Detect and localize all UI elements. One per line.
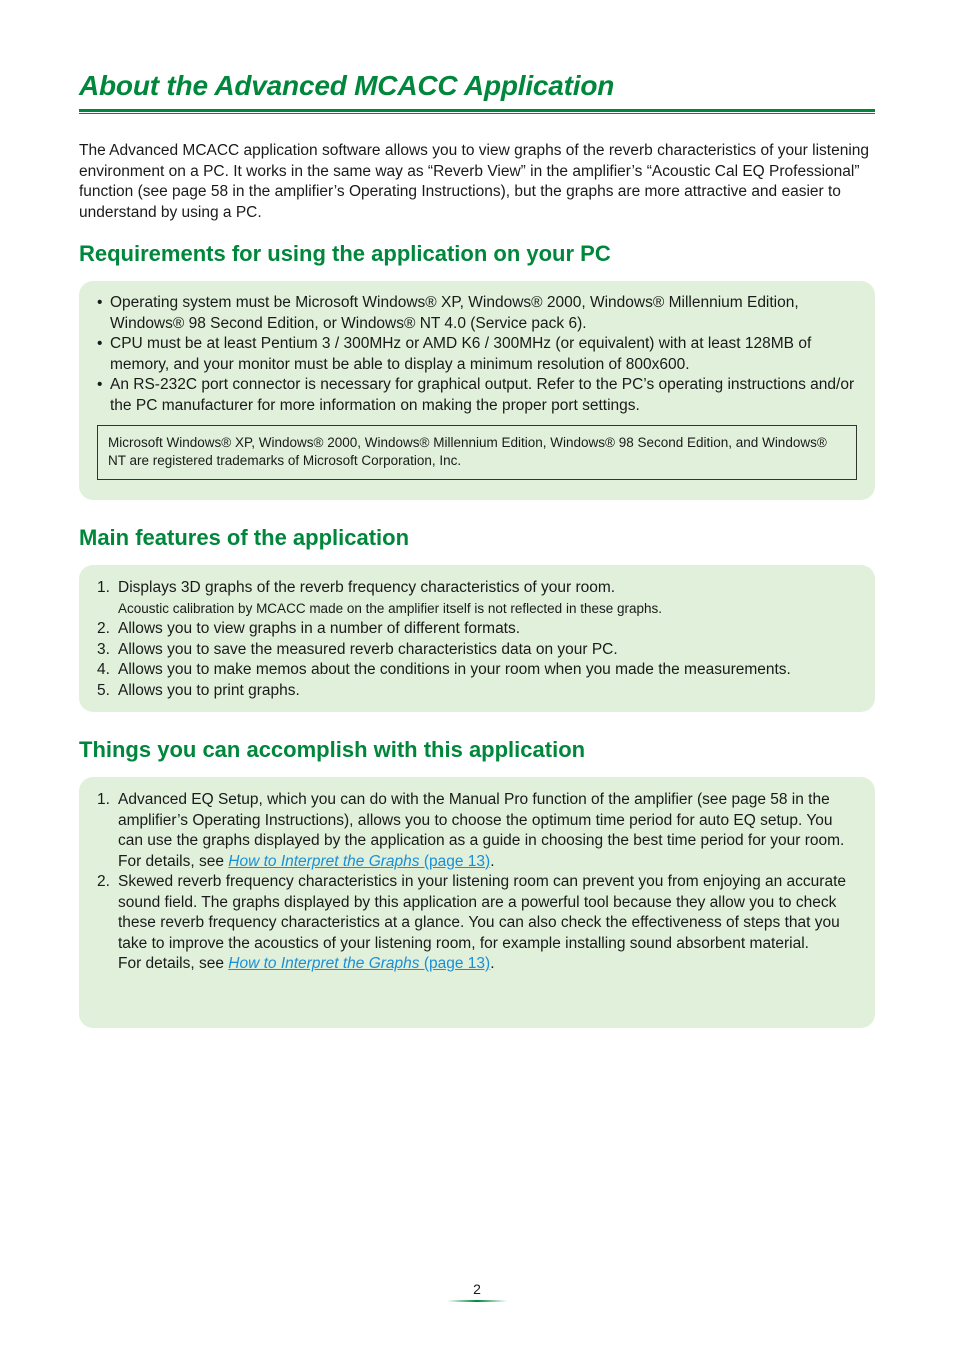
accomplish-item: 2. Skewed reverb frequency characteristics in your listening room can prevent you from enjoying an accurate sound field. The graphs displayed by this application are a powerful tool because they allow you to check these reverb frequency characteristics at a glance. You can also check the effectiveness of steps that you take to improve the acoustics of your listening room, for example installing sound absorbent material. For details, see How to Interpret the Graphs (page 13).: [97, 873, 847, 972]
requirement-item: • An RS-232C port connector is necessary for graphical output. Refer to the PC’s operating instructions and/or the PC manufacturer for more information on making the proper port settings.: [97, 375, 855, 416]
feature-item: 4. Allows you to make memos about the conditions in your room when you made the measurements.: [97, 660, 855, 681]
interpret-graphs-link[interactable]: How to Interpret the Graphs (page 13): [228, 955, 491, 972]
requirement-item: • Operating system must be Microsoft Windows® XP, Windows® 2000, Windows® Millennium Edition, Windows® 98 Second Edition, or Windows® NT 4.0 (Service pack 6).: [97, 293, 855, 334]
features-box: [79, 565, 875, 712]
requirements-box: [79, 281, 875, 500]
item-number: 3.: [97, 640, 110, 658]
item-number: 1.: [97, 579, 110, 596]
accomplish-heading: Things you can accomplish with this application: [79, 737, 586, 762]
page-title: About the Advanced MCACC Application: [79, 70, 615, 101]
requirement-item: • CPU must be at least Pentium 3 / 300MHz or AMD K6 / 300MHz (or equivalent) with at least 128MB of memory, and your monitor must be able to display a minimum resolution of 800x600.: [97, 334, 855, 375]
item-number: 1.: [97, 791, 110, 808]
feature-item: 2. Allows you to view graphs in a number of different formats.: [97, 619, 855, 640]
details-text: For details, see How to Interpret the Graphs (page 13).: [118, 852, 495, 870]
feature-item: 1. Displays 3D graphs of the reverb frequency characteristics of your room. Acoustic calibration by MCACC made on the amplifier itself is not reflected in these graphs.: [97, 579, 663, 616]
feature-item: 5. Allows you to print graphs.: [97, 681, 855, 702]
item-number: 2.: [97, 873, 110, 890]
title-rule: [79, 109, 875, 114]
requirements-heading: Requirements for using the application on your PC: [79, 241, 611, 266]
details-text: For details, see How to Interpret the Graphs (page 13).: [118, 955, 495, 972]
feature-note: Acoustic calibration by MCACC made on the amplifier itself is not reflected in these graphs.: [118, 600, 663, 616]
accomplish-item: 1. Advanced EQ Setup, which you can do with the Manual Pro function of the amplifier (see page 58 in the amplifier’s Operating Instructions), allows you to choose the optimum time period for auto EQ setup. You can use the graphs displayed by the application as a guide in choosing the best time period for your room. For details, see How to Interpret the Graphs (page 13).: [97, 791, 845, 870]
intro-paragraph: The Advanced MCACC application software allows you to view graphs of the reverb characteristics of your listening environment on a PC. It works in the same way as “Reverb View” in the amplifier’s “Acoustic Cal EQ Professional” function (see page 58 in the amplifier’s Operating Instructions), but the graphs are more attractive and easier to understand by using a PC.: [79, 142, 870, 221]
item-number: 4.: [97, 661, 110, 678]
accomplish-box: [79, 777, 875, 1028]
features-heading: Main features of the application: [79, 525, 410, 550]
trademark-note: Microsoft Windows® XP, Windows® 2000, Windows® Millennium Edition, Windows® 98 Second Edition, and Windows® NT are registered trademarks of Microsoft Corporation, Inc.: [97, 425, 857, 480]
requirements-list: [79, 281, 875, 416]
accomplish-list: [79, 777, 875, 975]
features-list: [79, 565, 875, 701]
item-number: 2.: [97, 620, 110, 637]
page-number-rule: [447, 1300, 507, 1302]
item-number: 5.: [97, 681, 110, 699]
interpret-graphs-link[interactable]: How to Interpret the Graphs (page 13): [228, 852, 491, 870]
feature-item: 3. Allows you to save the measured reverb characteristics data on your PC.: [97, 640, 855, 661]
page-number: 2: [473, 1281, 481, 1297]
